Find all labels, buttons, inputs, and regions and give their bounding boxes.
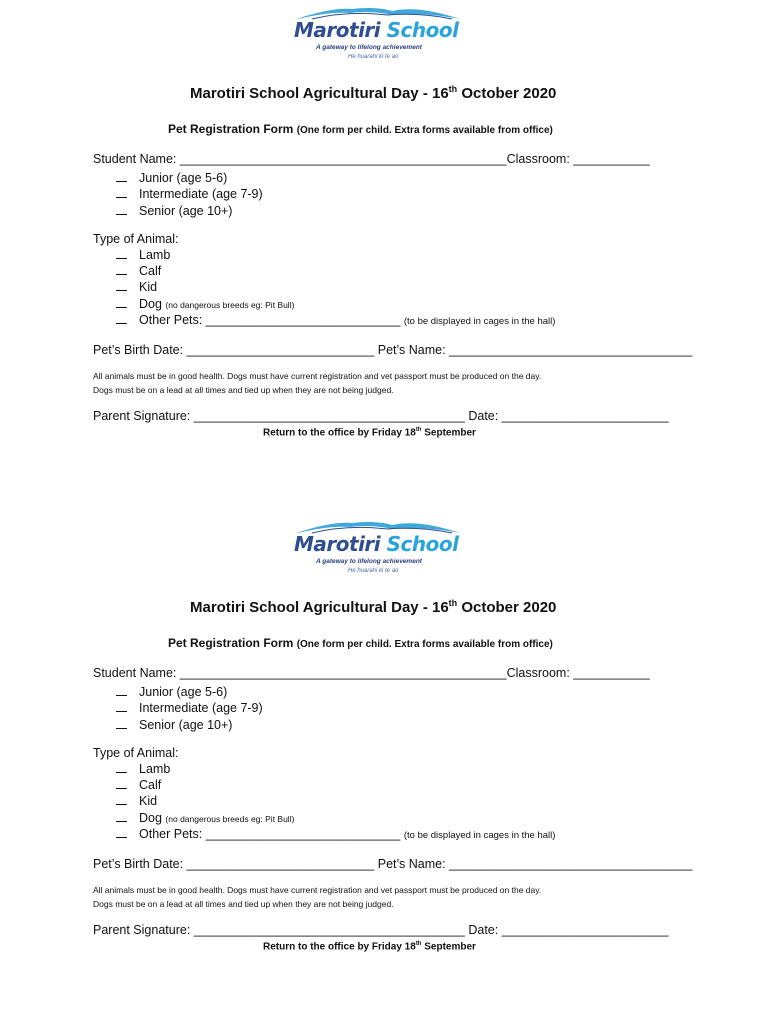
checkbox-line[interactable]	[116, 197, 127, 198]
checkbox-line[interactable]	[116, 804, 127, 805]
logo-wordmark	[294, 18, 458, 42]
option-label: Senior (age 10+)	[139, 718, 233, 732]
dog-note: (no dangerous breeds eg: Pit Bull)	[165, 300, 295, 310]
health-note-1: All animals must be in good health. Dogs must have current registration and vet passport must be produced on the day.	[93, 371, 542, 381]
form-heading: Pet Registration Form	[168, 636, 294, 650]
option-label: Junior (age 5-6)	[139, 171, 228, 185]
option-dog[interactable]	[116, 811, 294, 825]
return-tail: September	[421, 941, 476, 953]
dog-note: (no dangerous breeds eg: Pit Bull)	[165, 814, 295, 824]
logo-maori-motto: He huarahi ki te ao	[348, 568, 399, 574]
form-heading: Pet Registration Form	[168, 122, 294, 136]
return-main: Return to the office by Friday 18	[263, 427, 416, 439]
option-label: Junior (age 5-6)	[139, 685, 228, 699]
checkbox-line[interactable]	[116, 214, 127, 215]
option-label: Intermediate (age 7-9)	[139, 701, 263, 715]
registration-form-bottom	[0, 514, 770, 1014]
signature-line[interactable]: Parent Signature: _______________________________________ Date: ________________________	[93, 409, 669, 423]
option-other-pets[interactable]	[116, 827, 555, 841]
title-sup: th	[448, 598, 458, 608]
checkbox-line[interactable]	[116, 821, 127, 822]
option-label: Calf	[139, 264, 162, 278]
option-senior[interactable]	[116, 204, 232, 218]
logo-name-part1: Marotiri	[294, 18, 381, 42]
form-note: (One form per child. Extra forms available from office)	[296, 639, 553, 650]
form-note: (One form per child. Extra forms available from office)	[296, 125, 553, 136]
option-label: Lamb	[139, 248, 171, 262]
checkbox-line[interactable]	[116, 307, 127, 308]
title-main: Marotiri School Agricultural Day - 16	[190, 599, 449, 616]
logo-tagline: A gateway to lifelong achievement	[316, 44, 422, 51]
other-pets-line[interactable]: Other Pets: ____________________________	[139, 827, 401, 841]
return-instruction	[263, 941, 476, 952]
checkbox-line[interactable]	[116, 323, 127, 324]
option-intermediate[interactable]	[116, 701, 263, 715]
option-calf[interactable]	[116, 264, 161, 278]
return-sup: th	[415, 941, 422, 947]
title-tail: October 2020	[457, 85, 557, 102]
option-label: Kid	[139, 794, 158, 808]
option-label: Lamb	[139, 762, 171, 776]
other-pets-note: (to be displayed in cages in the hall)	[403, 316, 556, 327]
option-kid[interactable]	[116, 794, 157, 808]
option-intermediate[interactable]	[116, 187, 263, 201]
health-note-2: Dogs must be on a lead at all times and tied up when they are not being judged.	[93, 899, 394, 909]
option-label: Senior (age 10+)	[139, 204, 233, 218]
form-title	[190, 598, 556, 616]
title-main: Marotiri School Agricultural Day - 16	[190, 85, 449, 102]
title-sup: th	[448, 84, 458, 94]
school-logo	[292, 6, 462, 66]
option-label: Dog	[139, 811, 162, 825]
checkbox-line[interactable]	[116, 772, 127, 773]
logo-maori-motto: He huarahi ki te ao	[348, 54, 399, 60]
option-calf[interactable]	[116, 778, 161, 792]
option-label: Kid	[139, 280, 158, 294]
animal-type-label: Type of Animal:	[93, 746, 179, 760]
option-senior[interactable]	[116, 718, 232, 732]
checkbox-line[interactable]	[116, 788, 127, 789]
option-label: Intermediate (age 7-9)	[139, 187, 263, 201]
logo-name-part2: School	[386, 18, 459, 42]
checkbox-line[interactable]	[116, 274, 127, 275]
school-logo	[292, 520, 462, 580]
option-label: Dog	[139, 297, 162, 311]
birth-and-name-line[interactable]: Pet’s Birth Date: ___________________________ Pet’s Name: ___________________________________	[93, 857, 693, 871]
option-junior[interactable]	[116, 171, 227, 185]
checkbox-line[interactable]	[116, 837, 127, 838]
option-kid[interactable]	[116, 280, 157, 294]
logo-tagline: A gateway to lifelong achievement	[316, 558, 422, 565]
checkbox-line[interactable]	[116, 695, 127, 696]
option-other-pets[interactable]	[116, 313, 555, 327]
return-tail: September	[421, 427, 476, 439]
checkbox-line[interactable]	[116, 181, 127, 182]
health-note-1: All animals must be in good health. Dogs must have current registration and vet passport must be produced on the day.	[93, 885, 542, 895]
checkbox-line[interactable]	[116, 290, 127, 291]
other-pets-note: (to be displayed in cages in the hall)	[403, 830, 556, 841]
option-dog[interactable]	[116, 297, 294, 311]
student-name-line[interactable]: Student Name: _______________________________________________Classroom: ___________	[93, 666, 650, 680]
other-pets-line[interactable]: Other Pets: ____________________________	[139, 313, 401, 327]
form-subtitle	[168, 122, 553, 136]
return-main: Return to the office by Friday 18	[263, 941, 416, 953]
form-subtitle	[168, 636, 553, 650]
option-lamb[interactable]	[116, 248, 170, 262]
logo-name-part2: School	[386, 532, 459, 556]
health-note-2: Dogs must be on a lead at all times and tied up when they are not being judged.	[93, 385, 394, 395]
animal-type-label: Type of Animal:	[93, 232, 179, 246]
checkbox-line[interactable]	[116, 711, 127, 712]
registration-form-top	[0, 0, 770, 500]
option-junior[interactable]	[116, 685, 227, 699]
option-label: Calf	[139, 778, 162, 792]
option-lamb[interactable]	[116, 762, 170, 776]
birth-and-name-line[interactable]: Pet’s Birth Date: ___________________________ Pet’s Name: ___________________________________	[93, 343, 693, 357]
return-instruction	[263, 427, 476, 438]
return-sup: th	[415, 427, 422, 433]
signature-line[interactable]: Parent Signature: _______________________________________ Date: ________________________	[93, 923, 669, 937]
checkbox-line[interactable]	[116, 258, 127, 259]
form-title	[190, 84, 556, 102]
title-tail: October 2020	[457, 599, 557, 616]
logo-name-part1: Marotiri	[294, 532, 381, 556]
checkbox-line[interactable]	[116, 728, 127, 729]
student-name-line[interactable]: Student Name: _______________________________________________Classroom: ___________	[93, 152, 650, 166]
logo-wordmark	[294, 532, 458, 556]
